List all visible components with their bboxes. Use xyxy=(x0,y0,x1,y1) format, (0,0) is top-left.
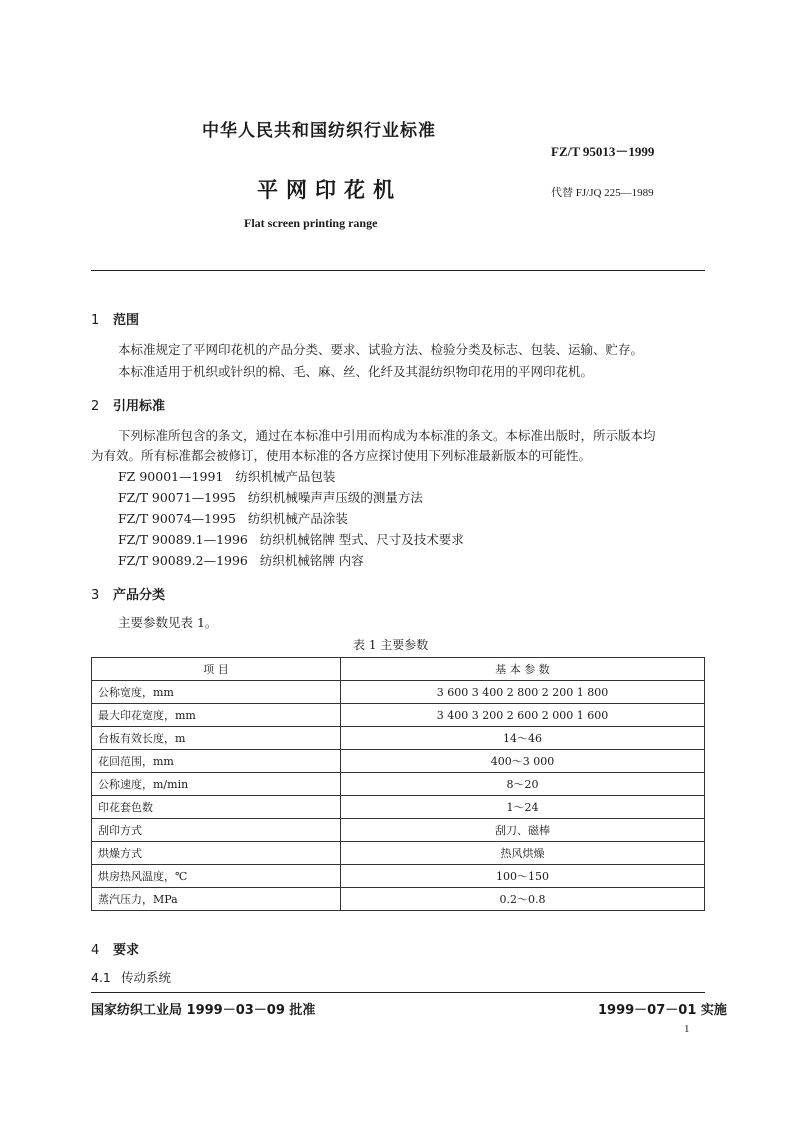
section-number: 4 xyxy=(91,943,100,958)
column-header-item: 项 目 xyxy=(92,658,341,681)
table-row xyxy=(92,819,705,842)
table-row xyxy=(92,773,705,796)
table-cell-item: 刮印方式 xyxy=(92,819,341,842)
header-rule xyxy=(91,270,705,271)
reference-code: FZ/T 90071—1995 xyxy=(118,490,236,505)
table-cell-value: 3 600 3 400 2 800 2 200 1 800 xyxy=(341,681,705,704)
reference-name: 纺织机械产品涂装 xyxy=(247,511,348,526)
table-cell-value: 14～46 xyxy=(341,727,705,750)
section-title: 产品分类 xyxy=(113,588,166,603)
main-parameters-table xyxy=(91,657,705,911)
subsection-title: 传动系统 xyxy=(121,970,172,985)
table-row xyxy=(92,888,705,911)
reference-code: FZ/T 90089.2—1996 xyxy=(118,553,248,568)
table-cell-item: 最大印花宽度，mm xyxy=(92,704,341,727)
section-1-heading xyxy=(91,309,139,328)
table-cell-item: 公称速度，m/min xyxy=(92,773,341,796)
reference-item xyxy=(118,530,464,548)
replaces-note: 代替 FJ/JQ 225—1989 xyxy=(551,187,654,199)
table-row xyxy=(92,681,705,704)
reference-item xyxy=(118,467,335,485)
section-title: 引用标准 xyxy=(113,399,166,414)
reference-item xyxy=(118,551,364,569)
table-row xyxy=(92,865,705,888)
paragraph: 为有效。所有标准都会被修订，使用本标准的各方应探讨使用下列标准最新版本的可能性。 xyxy=(91,448,592,463)
document-title: 平网印花机 xyxy=(257,178,402,202)
reference-code: FZ/T 90074—1995 xyxy=(118,511,236,526)
paragraph: 本标准适用于机织或针织的棉、毛、麻、丝、化纤及其混纺织物印花用的平网印花机。 xyxy=(118,364,594,379)
table-row xyxy=(92,796,705,819)
column-header-value: 基 本 参 数 xyxy=(341,658,705,681)
table-cell-value: 热风烘燥 xyxy=(341,842,705,865)
paragraph: 下列标准所包含的条文，通过在本标准中引用而构成为本标准的条文。本标准出版时，所示版本均 xyxy=(118,428,656,443)
reference-name: 纺织机械铭牌 型式、尺寸及技术要求 xyxy=(259,532,464,547)
table-cell-value: 400～3 000 xyxy=(341,750,705,773)
document-title-english: Flat screen printing range xyxy=(244,216,378,230)
table-cell-value: 刮刀、磁棒 xyxy=(341,819,705,842)
table-header-row xyxy=(92,658,705,681)
reference-item xyxy=(118,509,348,527)
table-cell-value: 0.2～0.8 xyxy=(341,888,705,911)
table-cell-item: 印花套色数 xyxy=(92,796,341,819)
section-number: 1 xyxy=(91,313,100,328)
section-number: 2 xyxy=(91,399,100,414)
reference-code: FZ 90001—1991 xyxy=(118,469,224,484)
reference-name: 纺织机械产品包装 xyxy=(235,469,336,484)
table-cell-value: 1～24 xyxy=(341,796,705,819)
standard-category-title: 中华人民共和国纺织行业标准 xyxy=(202,121,436,141)
table-row xyxy=(92,704,705,727)
reference-code: FZ/T 90089.1—1996 xyxy=(118,532,248,547)
table-cell-item: 蒸汽压力，MPa xyxy=(92,888,341,911)
paragraph: 主要参数见表 1。 xyxy=(118,615,218,630)
section-2-heading xyxy=(91,395,165,414)
table-cell-item: 花回范围，mm xyxy=(92,750,341,773)
section-title: 范围 xyxy=(113,313,140,328)
table-cell-item: 公称宽度，mm xyxy=(92,681,341,704)
table-cell-item: 烘燥方式 xyxy=(92,842,341,865)
table-cell-value: 100～150 xyxy=(341,865,705,888)
subsection-4-1-heading xyxy=(91,968,171,986)
approval-issuer: 国家纺织工业局 1999－03－09 批准 xyxy=(91,1003,316,1018)
section-3-heading xyxy=(91,584,165,603)
section-number: 3 xyxy=(91,588,100,603)
subsection-number: 4.1 xyxy=(91,970,111,985)
table-cell-item: 台板有效长度，m xyxy=(92,727,341,750)
table-cell-value: 8～20 xyxy=(341,773,705,796)
table-row xyxy=(92,750,705,773)
paragraph: 本标准规定了平网印花机的产品分类、要求、试验方法、检验分类及标志、包装、运输、贮存。 xyxy=(118,342,644,357)
table-cell-value: 3 400 3 200 2 600 2 000 1 600 xyxy=(341,704,705,727)
reference-name: 纺织机械铭牌 内容 xyxy=(259,553,364,568)
table-row xyxy=(92,842,705,865)
page-number: 1 xyxy=(684,1023,690,1035)
section-title: 要求 xyxy=(113,943,140,958)
standard-code: FZ/T 95013－1999 xyxy=(551,144,655,159)
section-4-heading xyxy=(91,939,139,958)
footer-rule xyxy=(91,992,705,993)
reference-item xyxy=(118,488,423,506)
effective-date: 1999－07－01 实施 xyxy=(598,1003,727,1018)
table-row xyxy=(92,727,705,750)
reference-name: 纺织机械噪声声压级的测量方法 xyxy=(247,490,423,505)
table-caption: 表 1 主要参数 xyxy=(353,638,429,652)
table-cell-item: 烘房热风温度，℃ xyxy=(92,865,341,888)
